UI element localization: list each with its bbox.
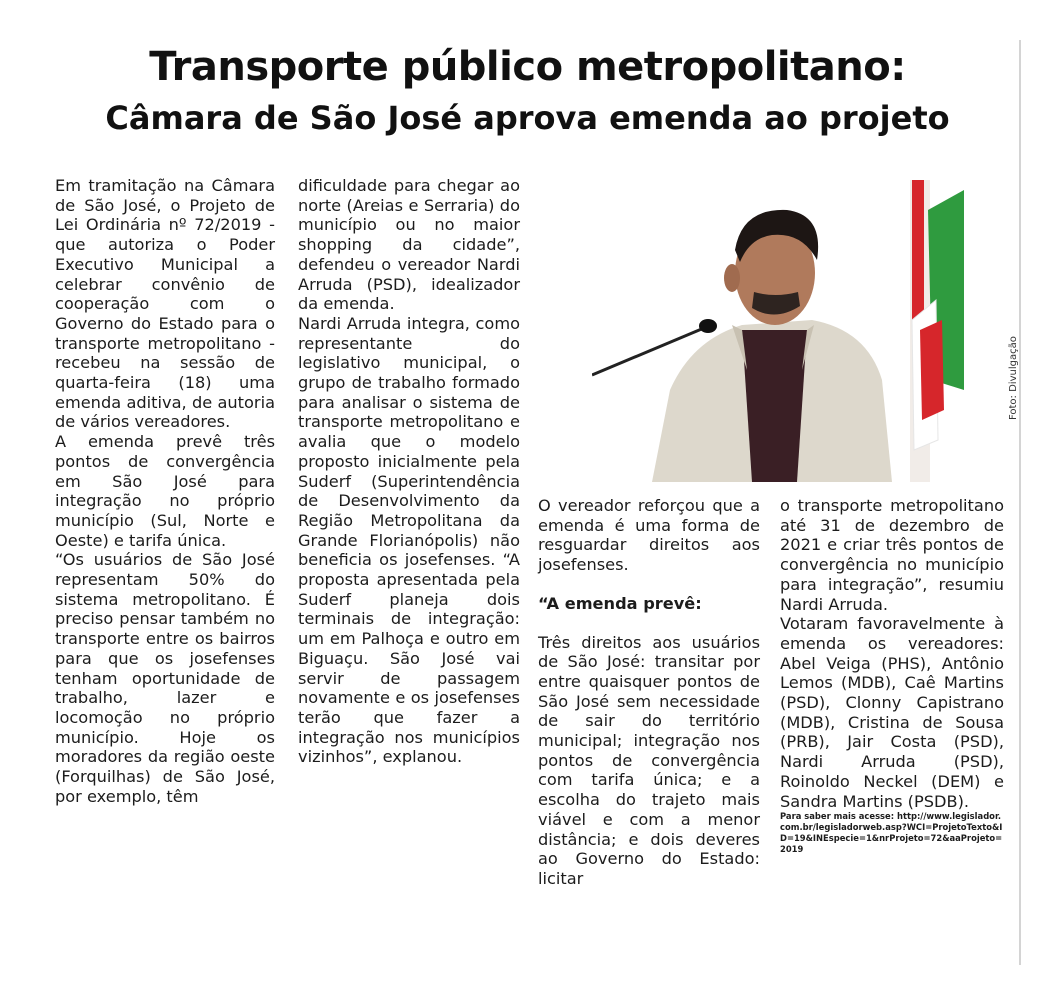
article-column-2 xyxy=(298,176,520,767)
paragraph: Três direitos aos usuários de São José: transitar por entre quaisquer pontos de São José sem necessidade de sair do território municipal; integração nos pontos de convergência com tarifa única; e a escolha do trajeto mais viável e com a menor distância; e dois deveres ao Governo do Estado: licitar xyxy=(538,632,760,888)
microphone-icon xyxy=(699,319,717,333)
paragraph: Votaram favoravelmente à emenda os vereadores: Abel Veiga (PHS), Antônio Lemos (MDB), Caê Martins (PSD), Clonny Capistrano (MDB), Cristina de Sousa (PRB), Jair Costa (PSD), Nardi Arruda (PSD), Roinoldo Neckel (DEM) e Sandra Martins (PSDB). xyxy=(780,614,1004,811)
page-edge-rule xyxy=(1019,40,1021,965)
headline-title: Transporte público metropolitano: xyxy=(149,44,906,90)
article-column-4 xyxy=(780,496,1004,855)
paragraph: Nardi Arruda integra, como representante do legislativo municipal, o grupo de trabalho formado para analisar o sistema de transporte metropolitano e avalia que o modelo proposto inicialmente pela Suderf (Superintendência de Desenvolvimento da Região Metropolitana da Grande Florianópolis) não beneficia os josefenses. “A proposta apresentada pela Suderf planeja dois terminais de integração: um em Palhoça e outro em Biguaçu. São José vai servir de passagem novamente e os josefenses terão que fazer a integração nos municípios vizinhos”, explanou. xyxy=(298,313,520,767)
paragraph: O vereador reforçou que a emenda é uma forma de resguardar direitos aos josefenses. xyxy=(538,496,760,575)
spacer xyxy=(538,614,760,633)
flag-red-stripe xyxy=(912,180,924,330)
paragraph: Em tramitação na Câmara de São José, o Projeto de Lei Ordinária nº 72/2019 - que autoriza o Poder Executivo Municipal a celebrar convênio de cooperação com o Governo do Estado para o transporte metropolitano - recebeu na sessão de quarta-feira (18) uma emenda aditiva, de autoria de vários vereadores. xyxy=(55,176,275,432)
paragraph: dificuldade para chegar ao norte (Areias e Serraria) do município ou no maior shopping da cidade”, defendeu o vereador Nardi Arruda (PSD), idealizador da emenda. xyxy=(298,176,520,314)
source-link-note: Para saber mais acesse: http://www.legislador.com.br/legisladorweb.asp?WCI=ProjetoTexto&ID=19&INEspecie=1&nrProjeto=72&aaProjeto=2019 xyxy=(780,811,1003,855)
spacer xyxy=(538,575,760,594)
subheading: “A emenda prevê: xyxy=(538,593,702,613)
paragraph: A emenda prevê três pontos de convergência em São José para integração no próprio município (Sul, Norte e Oeste) e tarifa única. xyxy=(55,432,275,550)
flag-red-lower xyxy=(920,320,944,420)
paragraph: “Os usuários de São José representam 50% do sistema metropolitano. É preciso pensar também no transporte entre os bairros para que os josefenses tenham oportunidade de trabalho, lazer e locomoção no próprio município. Hoje os moradores da região oeste (Forquilhas) de São José, por exemplo, têm xyxy=(55,550,275,806)
article-column-3 xyxy=(538,496,760,889)
article-column-1 xyxy=(55,176,275,807)
paragraph: o transporte metropolitano até 31 de dezembro de 2021 e criar três pontos de convergência no município para integração”, resumiu Nardi Arruda. xyxy=(780,496,1004,614)
headline-subtitle: Câmara de São José aprova emenda ao projeto xyxy=(105,99,950,137)
shirt xyxy=(742,330,807,482)
photo-credit: Foto: Divulgação xyxy=(1008,336,1019,420)
councilman-photo xyxy=(592,180,964,482)
